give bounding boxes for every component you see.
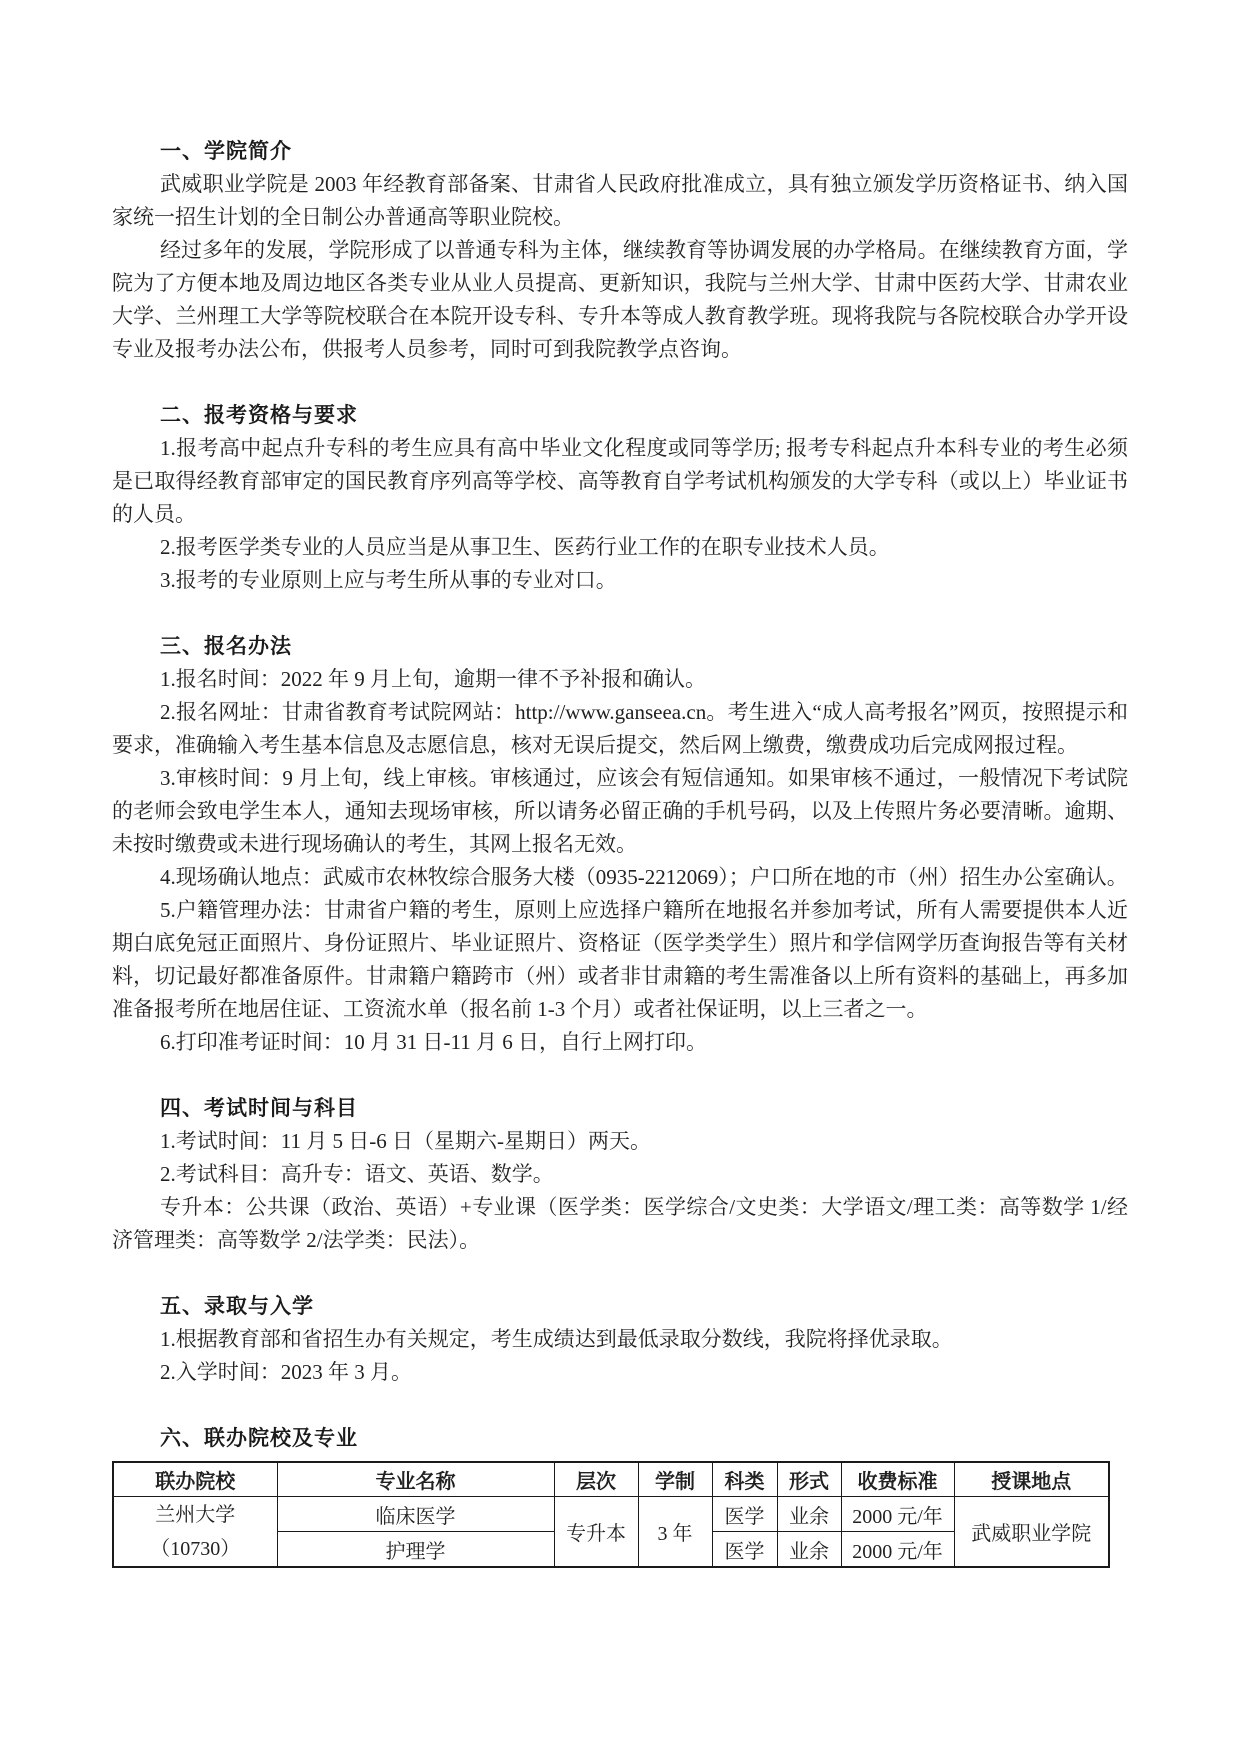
table-header-cell: 科类	[712, 1462, 777, 1497]
section-partner-colleges	[112, 1422, 1128, 1568]
partner-colleges-table	[112, 1461, 1110, 1568]
category-cell: 医学	[712, 1532, 777, 1568]
body-paragraph: 5.户籍管理办法：甘肃省户籍的考生，原则上应选择户籍所在地报名并参加考试，所有人需要提供本人近期白底免冠正面照片、身份证照片、毕业证照片、资格证（医学类学生）照片和学信网学历查询报告等有关材料，切记最好都准备原件。甘肃籍户籍跨市（州）或者非甘肃籍的考生需准备以上所有资料的基础上，再多加准备报考所在地居住证、工资流水单（报名前 1-3 个月）或者社保证明，以上三者之一。	[112, 898, 1128, 1021]
section-heading: 四、考试时间与科目	[160, 1097, 358, 1120]
section-registration	[112, 630, 1128, 1059]
body-paragraph: 1.根据教育部和省招生办有关规定，考生成绩达到最低录取分数线，我院将择优录取。	[160, 1327, 953, 1351]
body-paragraph: 2.报名网址：甘肃省教育考试院网站：http://www.ganseea.cn。考生进入“成人高考报名”网页，按照提示和要求，准确输入考生基本信息及志愿信息，核对无误后提交，然后网上缴费，缴费成功后完成网报过程。	[112, 700, 1128, 757]
body-paragraph: 2.入学时间：2023 年 3 月。	[160, 1360, 412, 1384]
section-heading: 一、学院简介	[160, 140, 292, 163]
location-cell: 武威职业学院	[954, 1497, 1109, 1568]
body-paragraph: 专升本：公共课（政治、英语）+专业课（医学类：医学综合/文史类：大学语文/理工类：高等数学 1/经济管理类：高等数学 2/法学类：民法）。	[112, 1195, 1128, 1252]
body-paragraph: 6.打印准考证时间：10 月 31 日-11 月 6 日，自行上网打印。	[160, 1030, 707, 1054]
section-admission	[112, 1290, 1128, 1389]
body-paragraph: 4.现场确认地点：武威市农林牧综合服务大楼（0935-2212069）；户口所在地的市（州）招生办公室确认。	[160, 865, 1128, 889]
body-paragraph: 经过多年的发展，学院形成了以普通专科为主体，继续教育等协调发展的办学格局。在继续教育方面，学院为了方便本地及周边地区各类专业从业人员提高、更新知识，我院与兰州大学、甘肃中医药大学、甘肃农业大学、兰州理工大学等院校联合在本院开设专科、专升本等成人教育教学班。现将我院与各院校联合办学开设专业及报考办法公布，供报考人员参考，同时可到我院教学点咨询。	[112, 238, 1128, 361]
section-college-intro	[112, 135, 1128, 366]
body-paragraph: 1.报考高中起点升专科的考生应具有高中毕业文化程度或同等学历; 报考专科起点升本科专业的考生必须是已取得经教育部审定的国民教育序列高等学校、高等教育自学考试机构颁发的大学专科（或以上）毕业证书的人员。	[112, 436, 1128, 526]
major-cell: 临床医学	[277, 1497, 554, 1532]
body-paragraph: 1.报名时间：2022 年 9 月上旬，逾期一律不予补报和确认。	[160, 667, 706, 691]
mode-cell: 业余	[777, 1497, 841, 1532]
major-cell: 护理学	[277, 1532, 554, 1568]
table-header-cell: 收费标准	[841, 1462, 954, 1497]
section-eligibility	[112, 399, 1128, 597]
body-paragraph: 1.考试时间：11 月 5 日-6 日（星期六-星期日）两天。	[160, 1129, 651, 1153]
body-paragraph: 2.考试科目：高升专：语文、英语、数学。	[160, 1162, 554, 1186]
table-header-cell: 学制	[638, 1462, 712, 1497]
section-heading: 五、录取与入学	[160, 1295, 314, 1318]
section-heading: 六、联办院校及专业	[160, 1427, 358, 1450]
body-paragraph: 武威职业学院是 2003 年经教育部备案、甘肃省人民政府批准成立，具有独立颁发学历资格证书、纳入国家统一招生计划的全日制公办普通高等职业院校。	[112, 172, 1128, 229]
table-header-cell: 授课地点	[954, 1462, 1109, 1497]
duration-cell: 3 年	[638, 1497, 712, 1568]
table-header-cell: 专业名称	[277, 1462, 554, 1497]
college-code: （10730）	[150, 1537, 241, 1560]
document-content	[112, 135, 1128, 1568]
section-heading: 三、报名办法	[160, 635, 292, 658]
level-cell: 专升本	[554, 1497, 638, 1568]
college-cell	[113, 1497, 277, 1568]
section-exam-schedule	[112, 1092, 1128, 1257]
college-name: 兰州大学	[155, 1503, 236, 1526]
table-row	[113, 1497, 1109, 1532]
category-cell: 医学	[712, 1497, 777, 1532]
table-header-cell: 形式	[777, 1462, 841, 1497]
table-header-cell: 层次	[554, 1462, 638, 1497]
body-paragraph: 3.审核时间：9 月上旬，线上审核。审核通过，应该会有短信通知。如果审核不通过，一般情况下考试院的老师会致电学生本人，通知去现场审核，所以请务必留正确的手机号码，以及上传照片务必要清晰。逾期、未按时缴费或未进行现场确认的考生，其网上报名无效。	[112, 766, 1128, 856]
mode-cell: 业余	[777, 1532, 841, 1568]
table-header-row	[113, 1462, 1109, 1497]
fee-cell: 2000 元/年	[841, 1497, 954, 1532]
table-header-cell: 联办院校	[113, 1462, 277, 1497]
fee-cell: 2000 元/年	[841, 1532, 954, 1568]
section-heading: 二、报考资格与要求	[160, 404, 358, 427]
body-paragraph: 2.报考医学类专业的人员应当是从事卫生、医药行业工作的在职专业技术人员。	[160, 535, 890, 559]
body-paragraph: 3.报考的专业原则上应与考生所从事的专业对口。	[160, 568, 617, 592]
